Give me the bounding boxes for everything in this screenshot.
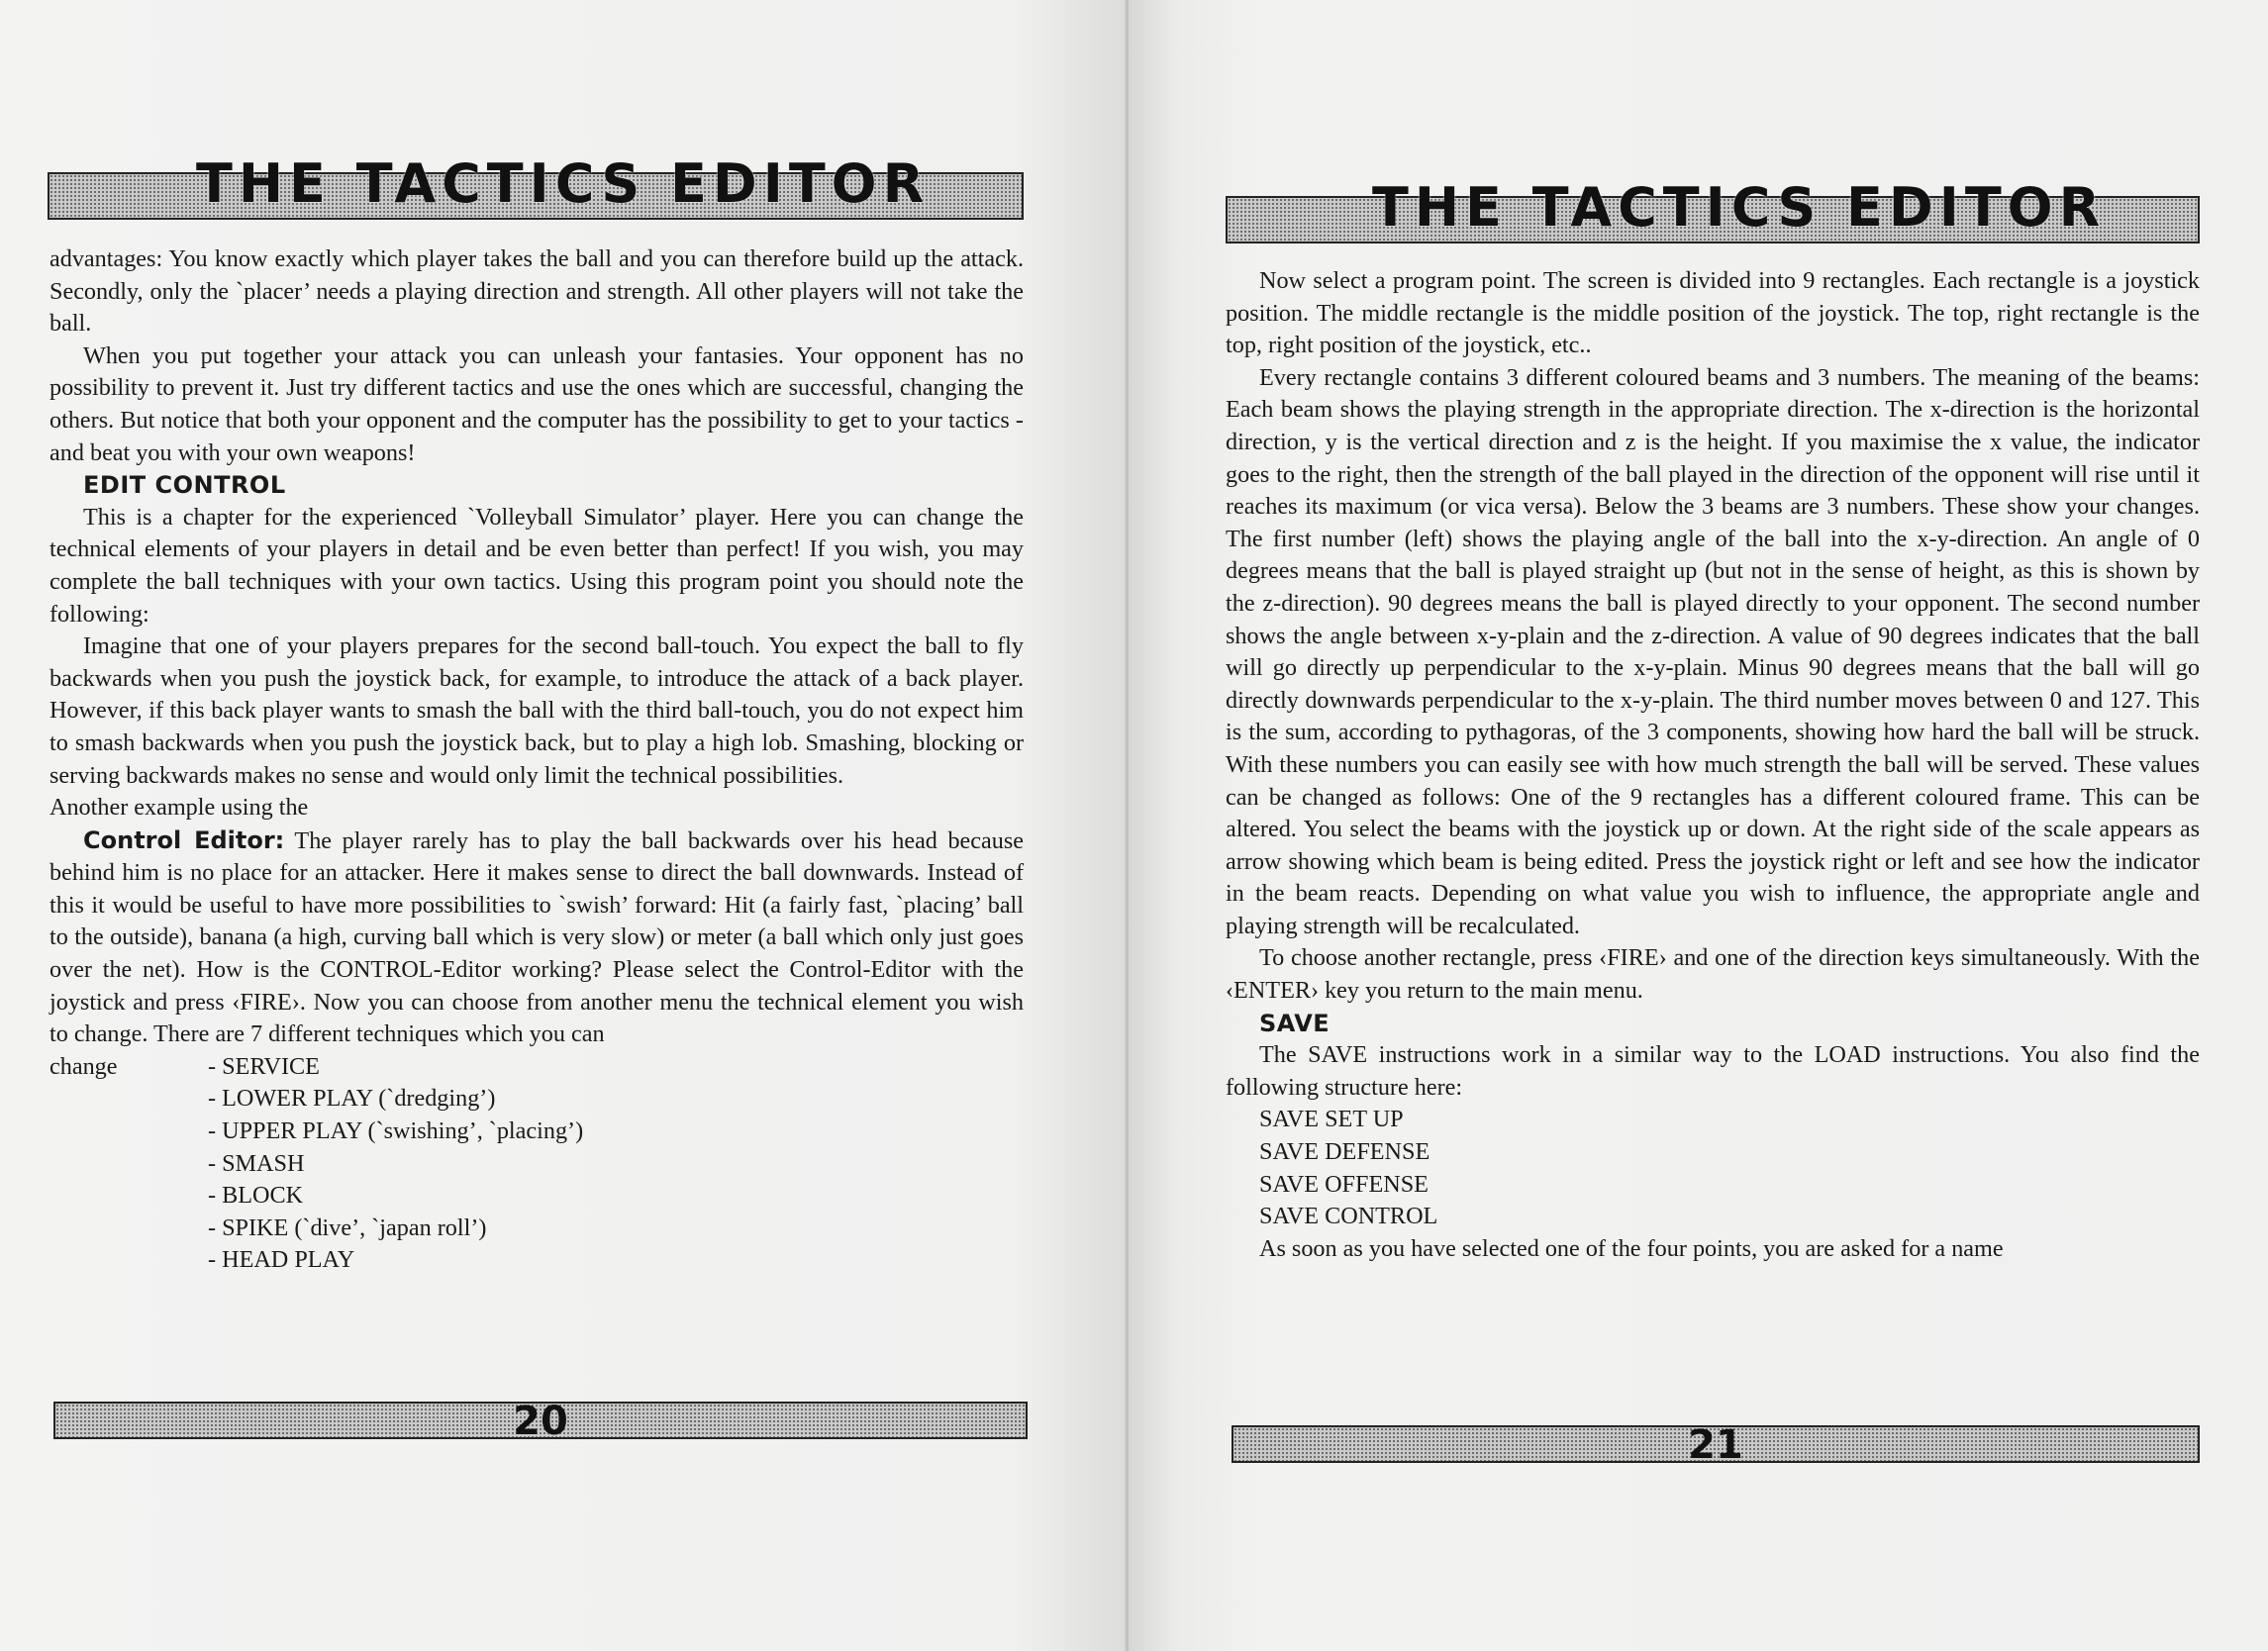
paragraph: Imagine that one of your players prepares for the second ball-touch. You expect the ball to fly backwards when you push the joystick back, for example, to introduce the attack of a back player. However, if this back player wants to smash the ball with the third ball-touch, you do not expect him to smash backwards when you push the joystick back, but to play a high lob. Smashing, blocking or serving backwards makes no sense and would only limit the technical possibilities. xyxy=(49,632,1024,789)
page-number: 20 xyxy=(513,1399,568,1444)
runin-text: The player rarely has to play the ball backwards over his head because behind him is no place for an attacker. Here it makes sense to direct the ball downwards. Instead of this it would be useful to have more possibilities to `swish’ forward: Hit (a fairly fast, `placing’ ball to the outside), banana (a high, curving ball which is very slow) or meter (a ball which only just goes over the net). How is the CONTROL-Editor working? Please select the Control-Editor with the joystick and press ‹FIRE›. Now you can choose from another menu the technical element you wish to change. There are 7 different techniques which you can xyxy=(49,826,1025,1048)
footer-bar xyxy=(1232,1422,2200,1468)
list-item: - UPPER PLAY (`swishing’, `placing’) xyxy=(208,1117,584,1145)
list-item: - SMASH xyxy=(208,1149,305,1177)
section-heading: SAVE xyxy=(1259,1009,1331,1037)
header-banner xyxy=(1226,176,2200,243)
footer-bar xyxy=(53,1399,1028,1444)
paragraph xyxy=(49,825,1024,1051)
page-number: 21 xyxy=(1688,1422,1743,1468)
page-20 xyxy=(0,0,1129,1651)
paragraph: Another example using the xyxy=(49,794,309,822)
paragraph: The SAVE instructions work in a similar way to the LOAD instructions. You also find the following structure here: xyxy=(1226,1041,2200,1101)
list-item: - SPIKE (`dive’, `japan roll’) xyxy=(208,1214,487,1241)
paragraph: Now select a program point. The screen is divided into 9 rectangles. Each rectangle is a joystick position. The middle rectangle is the middle position of the joystick. The top, right rectangle is the top, right position of the joystick, etc.. xyxy=(1226,267,2200,359)
page-21 xyxy=(1129,0,2268,1651)
paragraph: advantages: You know exactly which player takes the ball and you can therefore build up the attack. Secondly, only the `placer’ needs a playing direction and strength. All other players will not take the ball. xyxy=(49,245,1024,338)
save-list xyxy=(1226,1104,2200,1232)
body-text xyxy=(49,243,1024,1277)
header-banner xyxy=(48,152,1024,220)
paragraph: When you put together your attack you can unleash your fantasies. Your opponent has no possibility to prevent it. Just try different tactics and use the ones which are successful, changing the others. But notice that both your opponent and the computer has the possibility to get to your tactics - and beat you with your own weapons! xyxy=(49,341,1024,466)
header-title: THE TACTICS EDITOR xyxy=(196,152,931,215)
list-item: - BLOCK xyxy=(208,1182,304,1210)
list-item: - LOWER PLAY (`dredging’) xyxy=(208,1085,496,1113)
header-title: THE TACTICS EDITOR xyxy=(1372,176,2107,239)
body-text xyxy=(1226,265,2200,1265)
section-heading: EDIT CONTROL xyxy=(83,471,286,500)
paragraph: To choose another rectangle, press ‹FIRE› and one of the direction keys simultaneously. With the ‹ENTER› key you return to the main menu. xyxy=(1226,944,2200,1005)
list-item: - SERVICE xyxy=(208,1052,320,1080)
list-item: - HEAD PLAY xyxy=(208,1246,355,1274)
list-lead: change xyxy=(49,1052,118,1080)
paragraph: Every rectangle contains 3 different coloured beams and 3 numbers. The meaning of the beams: Each beam shows the playing strength in the appropriate direction. The x-direction is the horizontal direction, y is the vertical direction and z is the height. If you maximise the x value, the indicator goes to the right, then the strength of the ball played in the direction of the opponent will rise until it reaches its maximum (or vica versa). Below the 3 beams are 3 numbers. These show your changes. The first number (left) shows the playing angle of the ball into the x-y-direction. An angle of 0 degrees means that the ball is played straight up (but not in the sense of height, as this is shown by the z-direction). 90 degrees means the ball is played directly to your opponent. The second number shows the angle between x-y-plain and the z-direction. A value of 90 degrees indicates that the ball will go directly up perpendicular to the x-y-plain. Minus 90 degrees means that the ball will go directly downwards perpendicular to the x-y-plain. The third number moves between 0 and 127. This is the sum, according to pythagoras, of the 3 components, showing how hard the ball will be struck. With these numbers you can easily see with how much strength the ball will be served. These values can be changed as follows: One of the 9 rectangles has a different coloured frame. This can be altered. You select the beams with the joystick up or down. At the right side of the scale appears as arrow showing which beam is being edited. Press the joystick right or left and see how the indicator in the beam reacts. Depending on what value you wish to influence, the appropriate angle and playing strength will be recalculated. xyxy=(1226,363,2200,939)
technique-list xyxy=(49,1051,1024,1277)
list-item: SAVE DEFENSE xyxy=(1259,1138,1430,1166)
runin-heading: Control Editor: xyxy=(83,826,285,854)
list-item: SAVE CONTROL xyxy=(1259,1203,1438,1230)
list-item: SAVE SET UP xyxy=(1259,1106,1404,1133)
paragraph: As soon as you have selected one of the four points, you are asked for a name xyxy=(1259,1234,2004,1262)
paragraph: This is a chapter for the experienced `Volleyball Simulator’ player. Here you can change the technical elements of your players in detail and be even better than perfect! If you wish, you may complete the ball techniques with your own tactics. Using this program point you should note the following: xyxy=(49,503,1024,628)
list-item: SAVE OFFENSE xyxy=(1259,1170,1429,1198)
